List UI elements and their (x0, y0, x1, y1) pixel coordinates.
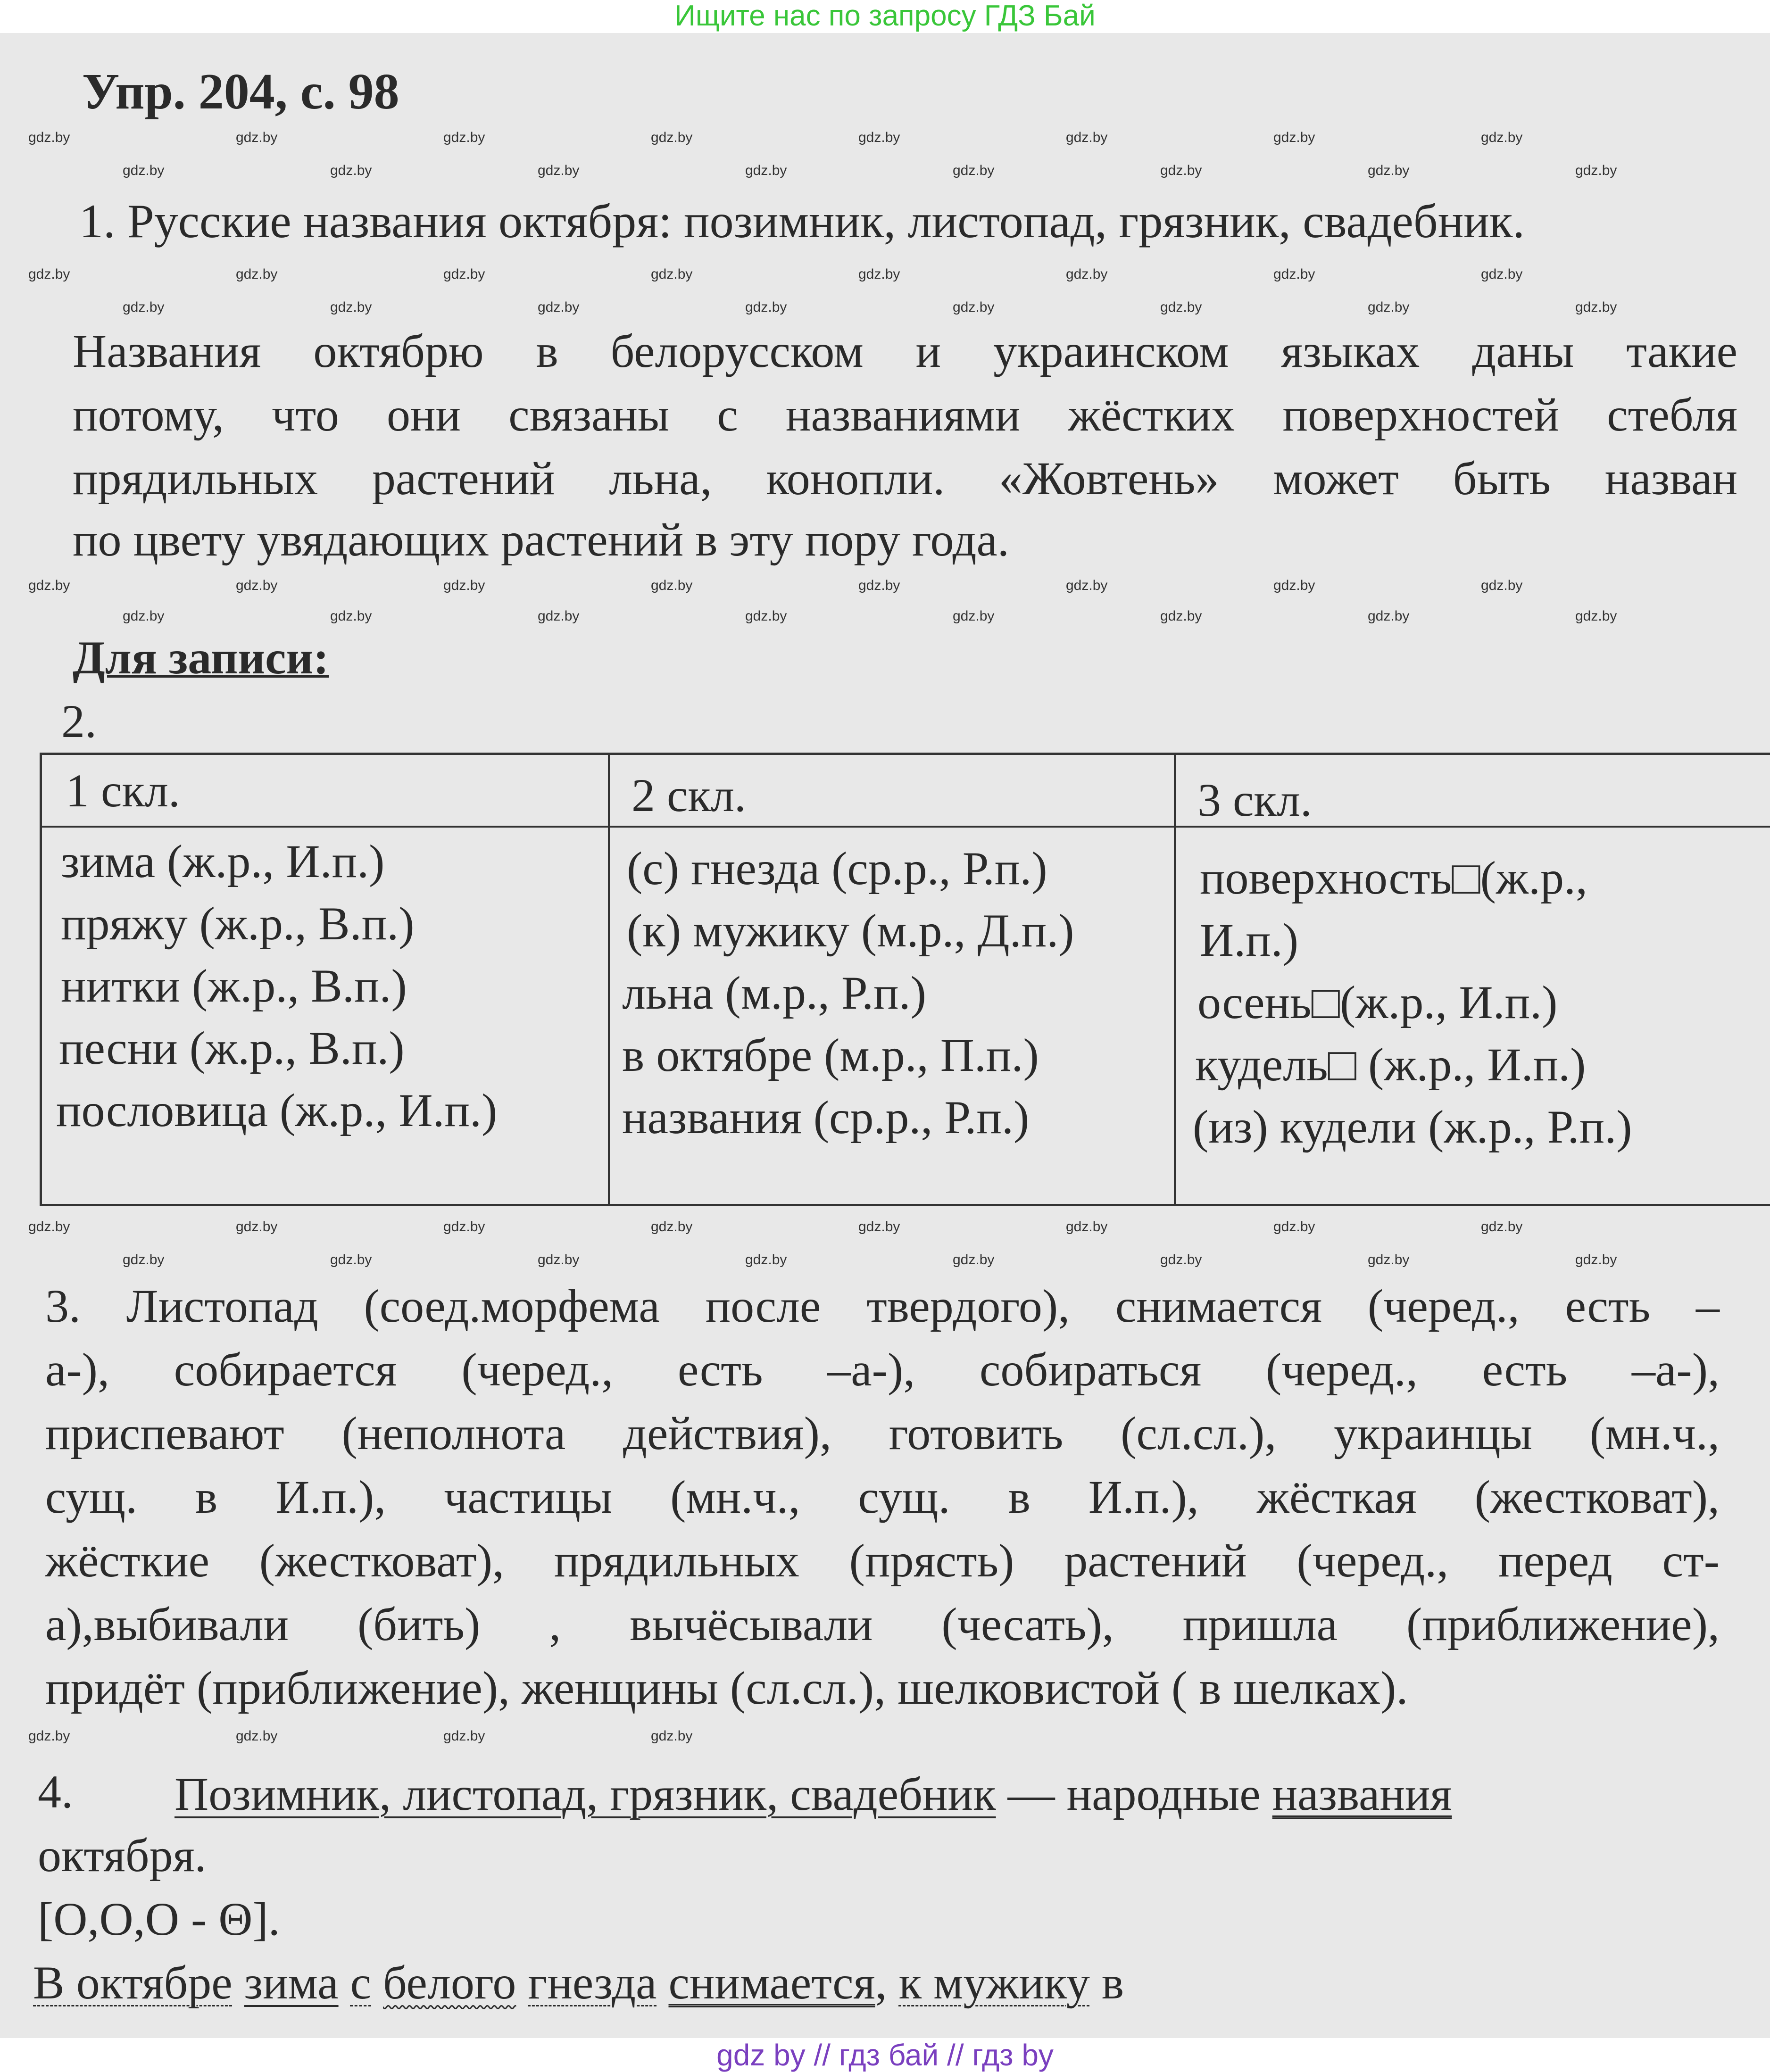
footer-banner: gdz by // гдз бай // гдз by (0, 2038, 1770, 2072)
object: к мужику (898, 1956, 1090, 2009)
watermark: gdz.by (330, 1252, 372, 1268)
table-cell: зима (ж.р., И.п.) (61, 835, 385, 887)
section4-number: 4. (38, 1765, 73, 1818)
space (516, 1956, 528, 2009)
table-cell: пряжу (ж.р., В.п.) (61, 897, 415, 950)
table-cell: льна (м.р., Р.п.) (622, 967, 926, 1019)
section3-line: а),выбивали (бить) , вычёсывали (чесать), пришла (приближение), (45, 1598, 1720, 1650)
declension-table (40, 753, 1770, 1206)
section3-line: придёт (приближение), женщины (сл.сл.), шелковистой ( в шелках). (45, 1662, 1408, 1714)
section2-number: 2. (61, 695, 97, 747)
watermark: gdz.by (236, 578, 278, 593)
section3-line: а-), собирается (черед., есть –а-), собираться (черед., есть –а-), (45, 1343, 1720, 1396)
watermark: gdz.by (1066, 266, 1108, 282)
watermark: gdz.by (1273, 1219, 1315, 1235)
table-cell: нитки (ж.р., В.п.) (61, 960, 407, 1012)
watermark: gdz.by (953, 1252, 995, 1268)
watermark: gdz.by (28, 578, 70, 593)
predicate: названия (1272, 1768, 1452, 1820)
watermark: gdz.by (123, 1252, 165, 1268)
watermark: gdz.by (123, 299, 165, 315)
watermark: gdz.by (1481, 266, 1523, 282)
watermark: gdz.by (330, 299, 372, 315)
column-divider (1174, 755, 1176, 1204)
watermark: gdz.by (1273, 266, 1315, 282)
table-cell: песни (ж.р., В.п.) (59, 1022, 405, 1074)
table-cell: И.п.) (1200, 914, 1299, 966)
watermark: gdz.by (236, 266, 278, 282)
watermark: gdz.by (443, 130, 485, 145)
watermark: gdz.by (1575, 299, 1617, 315)
space (233, 1956, 244, 2009)
table-cell: поверхность□(ж.р., (1200, 852, 1588, 904)
table-cell: осень□(ж.р., И.п.) (1197, 976, 1558, 1028)
watermark: gdz.by (1368, 1252, 1410, 1268)
watermark: gdz.by (858, 578, 900, 593)
space (371, 1956, 383, 2009)
sentence-scheme: [О,О,О - Θ]. (38, 1893, 280, 1945)
watermark: gdz.by (858, 130, 900, 145)
watermark: gdz.by (538, 299, 580, 315)
table-cell: в октябре (м.р., П.п.) (622, 1029, 1039, 1081)
exercise-title: Упр. 204, с. 98 (82, 64, 399, 120)
column-divider (608, 755, 610, 1204)
watermark: gdz.by (123, 608, 165, 624)
watermark: gdz.by (1273, 578, 1315, 593)
watermark: gdz.by (28, 1219, 70, 1235)
watermark: gdz.by (538, 608, 580, 624)
watermark: gdz.by (1160, 163, 1202, 178)
watermark: gdz.by (443, 1728, 485, 1744)
space (339, 1956, 350, 2009)
watermark: gdz.by (1160, 608, 1202, 624)
watermark: gdz.by (651, 130, 693, 145)
watermark: gdz.by (1575, 163, 1617, 178)
watermark: gdz.by (236, 1219, 278, 1235)
table-header-divider (42, 826, 1770, 828)
section4-line2: октября. (38, 1829, 207, 1881)
subject: зима (244, 1956, 339, 2009)
paragraph-line: Названия октябрю в белорусском и украинском языках даны такие (73, 325, 1737, 377)
search-banner: Ищите нас по запросу ГДЗ Бай (674, 0, 1096, 32)
section4-sentence (175, 1768, 1452, 1820)
watermark: gdz.by (745, 1252, 787, 1268)
watermark: gdz.by (1066, 130, 1108, 145)
watermark: gdz.by (236, 1728, 278, 1744)
section3-line: жёсткие (жестковат), прядильных (прясть) растений (черед., перед ст- (45, 1534, 1720, 1587)
table-header: 3 скл. (1197, 774, 1312, 826)
paragraph-line: прядильных растений льна, конопли. «Жовтень» может быть назван (73, 452, 1737, 505)
section3-line: сущ. в И.п.), частицы (мн.ч., сущ. в И.п.), жёсткая (жестковат), (45, 1471, 1720, 1523)
watermark: gdz.by (651, 578, 693, 593)
watermark: gdz.by (28, 130, 70, 145)
watermark: gdz.by (1160, 299, 1202, 315)
table-cell: (с) гнезда (ср.р., Р.п.) (627, 842, 1047, 895)
watermark: gdz.by (443, 1219, 485, 1235)
watermark: gdz.by (1160, 1252, 1202, 1268)
watermark: gdz.by (330, 163, 372, 178)
watermark: gdz.by (1066, 1219, 1108, 1235)
paragraph-line: потому, что они связаны с названиями жёстких поверхностей стебля (73, 389, 1737, 441)
watermark: gdz.by (1481, 1219, 1523, 1235)
connector: — народные (996, 1768, 1272, 1820)
section3-line: 3. Листопад (соед.морфема после твердого), снимается (черед., есть – (45, 1280, 1720, 1332)
watermark: gdz.by (858, 1219, 900, 1235)
table-cell: кудель□ (ж.р., И.п.) (1195, 1038, 1586, 1091)
watermark: gdz.by (1368, 163, 1410, 178)
subject: Позимник, листопад, грязник, свадебник (175, 1768, 996, 1820)
watermark: gdz.by (1066, 578, 1108, 593)
watermark: gdz.by (538, 163, 580, 178)
watermark: gdz.by (330, 608, 372, 624)
attribute: белого (383, 1956, 516, 2009)
watermark: gdz.by (651, 1219, 693, 1235)
watermark: gdz.by (1368, 608, 1410, 624)
section1-line: 1. Русские названия октября: позимник, листопад, грязник, свадебник. (79, 195, 1525, 248)
watermark: gdz.by (28, 1728, 70, 1744)
table-cell: (к) мужику (м.р., Д.п.) (627, 904, 1074, 957)
table-header: 2 скл. (632, 769, 746, 821)
watermark: gdz.by (745, 299, 787, 315)
watermark: gdz.by (443, 578, 485, 593)
table-cell: (из) кудели (ж.р., Р.п.) (1193, 1101, 1632, 1153)
table-cell: названия (ср.р., Р.п.) (622, 1091, 1030, 1144)
section3-line: приспевают (неполнота действия), готовить (сл.сл.), украинцы (мн.ч., (45, 1407, 1720, 1459)
watermark: gdz.by (236, 130, 278, 145)
watermark: gdz.by (1368, 299, 1410, 315)
space (656, 1956, 668, 2009)
watermark: gdz.by (28, 266, 70, 282)
predicate: снимается (668, 1956, 875, 2009)
watermark: gdz.by (1481, 578, 1523, 593)
watermark: gdz.by (651, 1728, 693, 1744)
watermark: gdz.by (745, 163, 787, 178)
watermark: gdz.by (953, 163, 995, 178)
watermark: gdz.by (1481, 130, 1523, 145)
watermark: gdz.by (953, 299, 995, 315)
watermark: gdz.by (538, 1252, 580, 1268)
watermark: gdz.by (1273, 130, 1315, 145)
watermark: gdz.by (745, 608, 787, 624)
for-record-heading: Для записи: (73, 631, 329, 684)
watermark: gdz.by (651, 266, 693, 282)
adverbial: В октябре (33, 1956, 233, 2009)
preposition: с (350, 1956, 371, 2009)
comma: , (875, 1956, 899, 2009)
analysed-sentence (33, 1957, 1124, 2009)
table-cell: пословица (ж.р., И.п.) (56, 1084, 498, 1136)
watermark: gdz.by (953, 608, 995, 624)
watermark: gdz.by (443, 266, 485, 282)
preposition: в (1089, 1956, 1124, 2009)
table-header: 1 скл. (66, 764, 180, 817)
watermark: gdz.by (1575, 608, 1617, 624)
watermark: gdz.by (1575, 1252, 1617, 1268)
watermark: gdz.by (858, 266, 900, 282)
watermark: gdz.by (123, 163, 165, 178)
adverbial: гнезда (528, 1956, 657, 2009)
paragraph-line: по цвету увядающих растений в эту пору года. (73, 514, 1009, 566)
